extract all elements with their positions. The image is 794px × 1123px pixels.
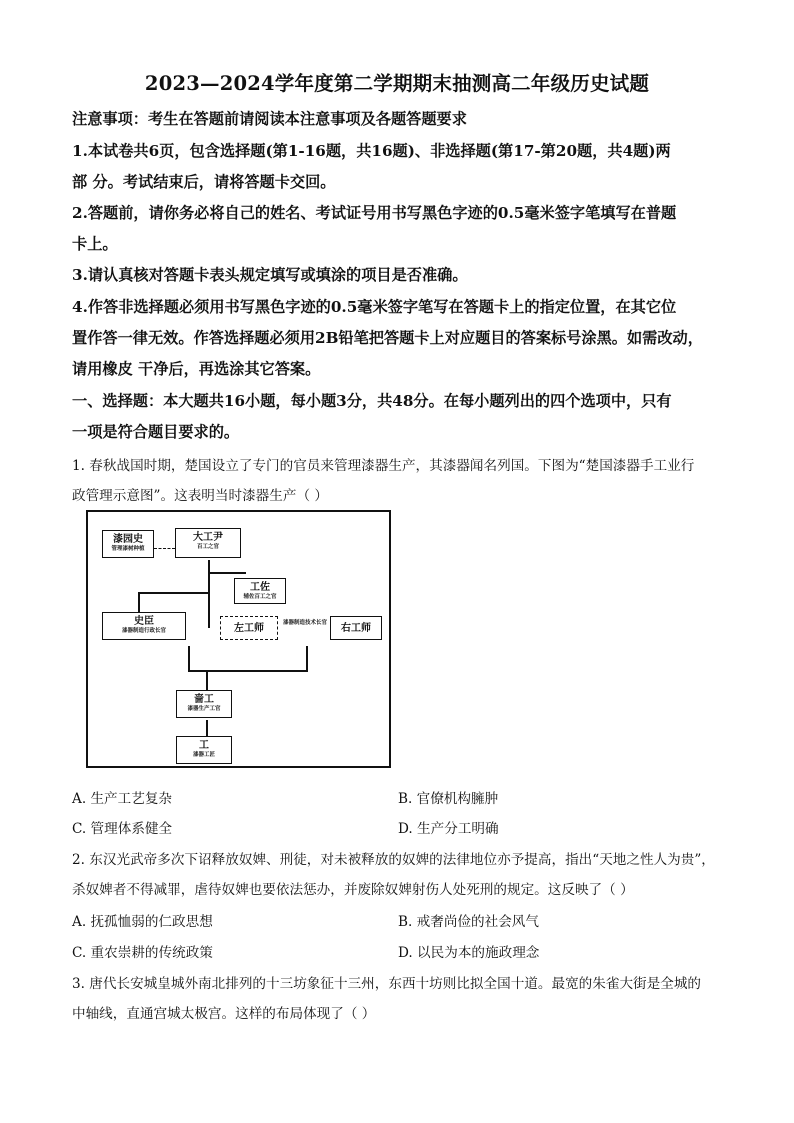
- dashed-connector: [154, 548, 175, 549]
- section-heading: 一项是符合题目要求的。: [72, 423, 240, 441]
- box-subtitle: 漆器生产工官: [187, 705, 221, 712]
- gongzuo-box: [234, 578, 286, 604]
- question-1-stem: 政管理示意图”。这表明当时漆器生产（ ）: [72, 488, 328, 504]
- notice-line: 4.作答非选择题必须用书写黑色字迹的0.5毫米签字笔写在答题卡上的指定位置，在其它位: [72, 298, 677, 316]
- box-title: 啬工: [194, 694, 214, 705]
- qiyuanshi-box: [102, 530, 154, 558]
- connector: [208, 614, 210, 628]
- connector: [138, 592, 210, 594]
- box-title: 史臣: [134, 616, 154, 627]
- option-b: B. 官僚机构臃肿: [398, 791, 499, 807]
- box-title: 左工师: [234, 623, 264, 634]
- notice-line: 2.答题前，请你务必将自己的姓名、考试证号用书写黑色字迹的0.5毫米签字笔填写在普题: [72, 204, 677, 222]
- lacquer-admin-diagram: [86, 510, 391, 768]
- zuogongshi-box: [220, 616, 278, 640]
- question-3-stem: 3. 唐代长安城皇城外南北排列的十三坊象征十三州，东西十坊则比拟全国十道。最宽的朱雀大街是全城的: [72, 976, 702, 992]
- question-2-stem: 杀奴婢者不得减罪，虐待奴婢也要依法惩办，并废除奴婢射伤人处死刑的规定。这反映了（ ）: [72, 882, 634, 898]
- box-title: 右工师: [341, 623, 371, 634]
- notice-line: 请用橡皮 干净后，再选涂其它答案。: [72, 360, 321, 378]
- connector: [206, 670, 208, 692]
- shigong-box: [102, 612, 186, 640]
- notice-line: 1.本试卷共6页，包含选择题(第1-16题，共16题)、非选择题(第17-第20题，共4题)两: [72, 142, 671, 160]
- box-subtitle: 漆器工匠: [192, 751, 215, 758]
- box-subtitle: 漆器制造技术长官: [282, 620, 327, 626]
- option-d: D. 生产分工明确: [398, 821, 499, 837]
- connector: [208, 560, 210, 616]
- notice-heading: 注意事项：考生在答题前请阅读本注意事项及各题答题要求: [72, 110, 467, 128]
- connector: [188, 646, 190, 672]
- option-a: A. 生产工艺复杂: [72, 791, 173, 807]
- connector: [138, 592, 140, 614]
- exam-title: 2023—2024学年度第二学期期末抽测高二年级历史试题: [144, 72, 650, 95]
- gong-box: [176, 736, 232, 764]
- notice-line: 部 分。考试结束后，请将答题卡交回。: [72, 173, 336, 191]
- notice-line: 3.请认真核对答题卡表头规定填写或填涂的项目是否准确。: [72, 266, 468, 284]
- yougongshi-box: [330, 616, 382, 640]
- box-title: 漆园史: [113, 534, 143, 545]
- connector: [306, 646, 308, 672]
- box-subtitle: 辅佐百工之官: [243, 593, 277, 600]
- zaogong-box: [176, 690, 232, 718]
- connector: [206, 720, 208, 736]
- connector: [208, 572, 246, 574]
- option-c: C. 管理体系健全: [72, 821, 173, 837]
- box-title: 大工尹: [193, 532, 223, 543]
- box-title: 工: [199, 740, 209, 751]
- option-a: A. 抚孤恤弱的仁政思想: [72, 914, 213, 930]
- notice-line: 置作答一律无效。作答选择题必须用2B铅笔把答题卡上对应题目的答案标号涂黑。如需改动，: [72, 329, 703, 347]
- option-b: B. 戒奢尚俭的社会风气: [398, 914, 539, 930]
- option-d: D. 以民为本的施政理念: [398, 945, 540, 961]
- box-subtitle: 百工之官: [196, 543, 219, 550]
- section-heading: 一、选择题：本大题共16小题，每小题3分，共48分。在每小题列出的四个选项中，只有: [72, 392, 672, 410]
- question-1-stem: 1. 春秋战国时期，楚国设立了专门的官员来管理漆器生产，其漆器闻名列国。下图为“楚国漆器手工业行: [72, 458, 695, 474]
- box-subtitle: 漆器制造行政长官: [121, 627, 166, 634]
- notice-line: 卡上。: [72, 235, 118, 253]
- option-c: C. 重农崇耕的传统政策: [72, 945, 213, 961]
- technical-chief-note: [282, 614, 328, 642]
- dagongyin-box: [175, 528, 241, 558]
- box-subtitle: 管理漆树种植: [111, 545, 145, 552]
- question-2-stem: 2. 东汉光武帝多次下诏释放奴婢、刑徒，对未被释放的奴婢的法律地位亦予提高，指出“天地之性人为贵”，: [72, 852, 715, 868]
- box-title: 工佐: [250, 582, 270, 593]
- question-3-stem: 中轴线，直通宫城太极宫。这样的布局体现了（ ）: [72, 1006, 376, 1022]
